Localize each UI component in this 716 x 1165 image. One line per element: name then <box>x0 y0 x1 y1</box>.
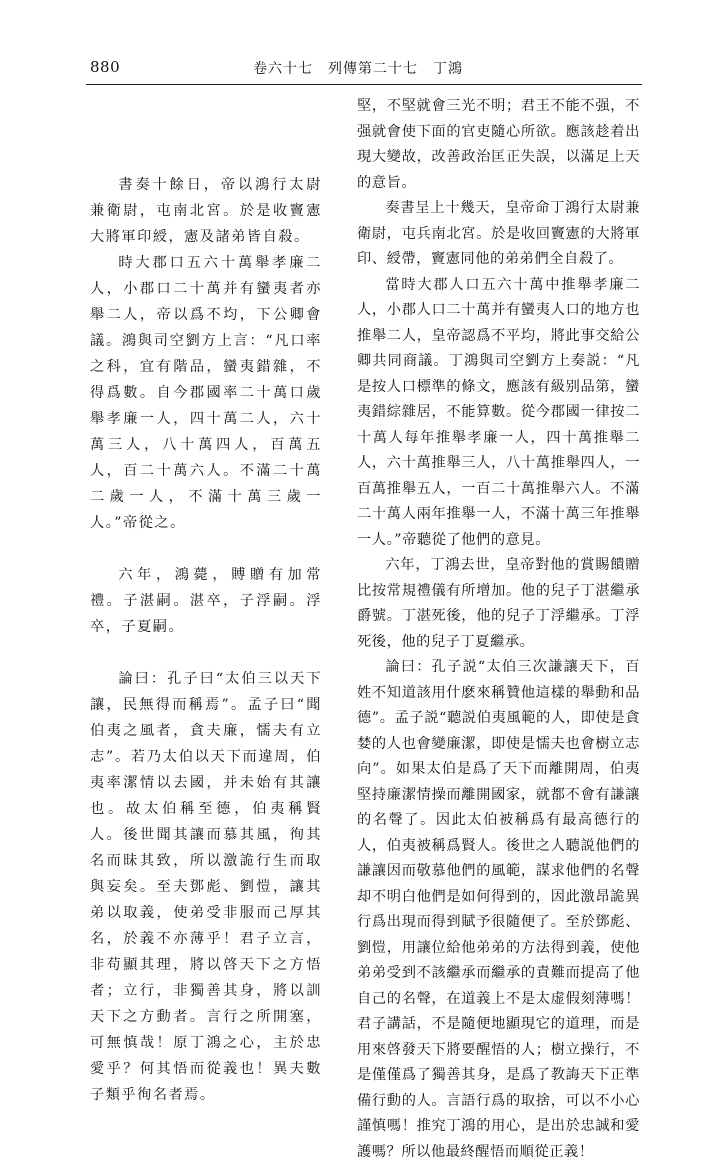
classical-paragraph: 六年，鴻薨，賻贈有加常禮。子湛嗣。湛卒，子浮嗣。浮卒，子夏嗣。 <box>90 567 322 635</box>
translation-paragraph: 當時大郡人口五六十萬中推舉孝廉二人，小郡人口二十萬并有蠻夷人口的地方也推舉二人，皇帝認爲不平均，將此事交給公卿共同商議。丁鴻與司空劉方上奏説：“凡是按人口標準的條文，應該有級别品第，蠻夷錯綜雜居，不能算數。從今郡國一律按二十萬人每年推舉孝廉一人，四十萬推舉二人，六十萬推舉三人，八十萬推舉四人，一百萬推舉五人，一百二十萬推舉六人。不滿二十萬人兩年推舉一人，不滿十萬三年推舉一人。”帝聽從了他們的意見。 <box>357 276 640 548</box>
page-number: 880 <box>90 58 121 76</box>
translation-paragraph: 堅，不堅就會三光不明；君王不能不强，不强就會使下面的官吏隨心所欲。應該趁着出現大變故，改善政治匡正失誤，以滿足上天的意旨。 <box>357 98 640 191</box>
translation-paragraph: 論曰：孔子説“太伯三次謙讓天下，百姓不知道該用什麽來稱贊他這樣的舉動和品德”。孟子説“聽説伯夷風範的人，即使是貪婪的人也會變廉潔，即使是懦夫也會樹立志向”。如果太伯是爲了天下而離開周，伯夷堅持廉潔情操而離開國家，就都不會有謙讓的名聲了。因此太伯被稱爲有最高德行的人，伯夷被稱爲賢人。後世之人聽説他們的謙讓因而敬慕他們的風範，謀求他們的名聲却不明白他們是如何得到的，因此激昂詭異行爲出現而得到賦予很隨便了。至於鄧彪、劉愷，用讓位給他弟弟的方法得到義，使他弟弟受到不該繼承而繼承的責難而提高了他自己的名聲，在道義上不是太虚假刻薄嗎！君子講話，不是隨便地顯現它的道理，而是用來啓發天下將要醒悟的人；樹立操行，不是僅僅爲了獨善其身，是爲了教誨天下正準備行動的人。言語行爲的取捨，可以不小心謹慎嗎！推究丁鴻的用心，是出於忠誠和愛護嗎？所以他最終醒悟而順從正義！ <box>357 659 640 1160</box>
translation-column <box>357 94 640 1165</box>
running-header: 卷六十七 列傳第二十七 丁鴻 <box>253 61 463 77</box>
translation-paragraph: 奏書呈上十幾天，皇帝命丁鴻行太尉兼衛尉，屯兵南北宮。於是收回竇憲的大將軍印、綬帶，竇憲同他的弟弟們全自殺了。 <box>357 200 640 267</box>
header-rule <box>86 84 642 85</box>
classical-paragraph: 書奏十餘日，帝以鴻行太尉兼衛尉，屯南北宮。於是收竇憲大將軍印綬，憲及諸弟皆自殺。 <box>90 177 322 245</box>
translation-paragraph: 六年，丁鴻去世，皇帝對他的賞賜饋贈比按常規禮儀有所增加。他的兒子丁湛繼承爵號。丁湛死後，他的兒子丁浮繼承。丁浮死後，他的兒子丁夏繼承。 <box>357 557 640 650</box>
classical-text-column <box>90 94 322 1108</box>
classical-paragraph: 時大郡口五六十萬舉孝廉二人，小郡口二十萬并有蠻夷者亦舉二人，帝以爲不均，下公卿會議。鴻與司空劉方上言：“凡口率之科，宜有階品，蠻夷錯雜，不得爲數。自今郡國率二十萬口歲舉孝廉一人，四十萬二人，六十萬三人，八十萬四人，百萬五人，百二十萬六人。不滿二十萬二歲一人，不滿十萬三歲一人。”帝從之。 <box>90 255 322 531</box>
classical-paragraph: 論曰：孔子曰“太伯三以天下讓，民無得而稱焉”。孟子曰“聞伯夷之風者，貪夫廉，懦夫有立志”。若乃太伯以天下而違周，伯夷率潔情以去國，并未始有其讓也。故太伯稱至德，伯夷稱賢人。後世聞其讓而慕其風，徇其名而昧其致，所以激詭行生而取與妄矣。至夫鄧彪、劉愷，讓其弟以取義，使弟受非服而己厚其名，於義不亦薄乎！君子立言，非苟顯其理，將以啓天下之方悟者；立行，非獨善其身，將以訓天下之方動者。言行之所開塞，可無慎哉！原丁鴻之心，主於忠愛乎？何其悟而從義也！異夫數子類乎徇名者焉。 <box>90 671 322 1103</box>
